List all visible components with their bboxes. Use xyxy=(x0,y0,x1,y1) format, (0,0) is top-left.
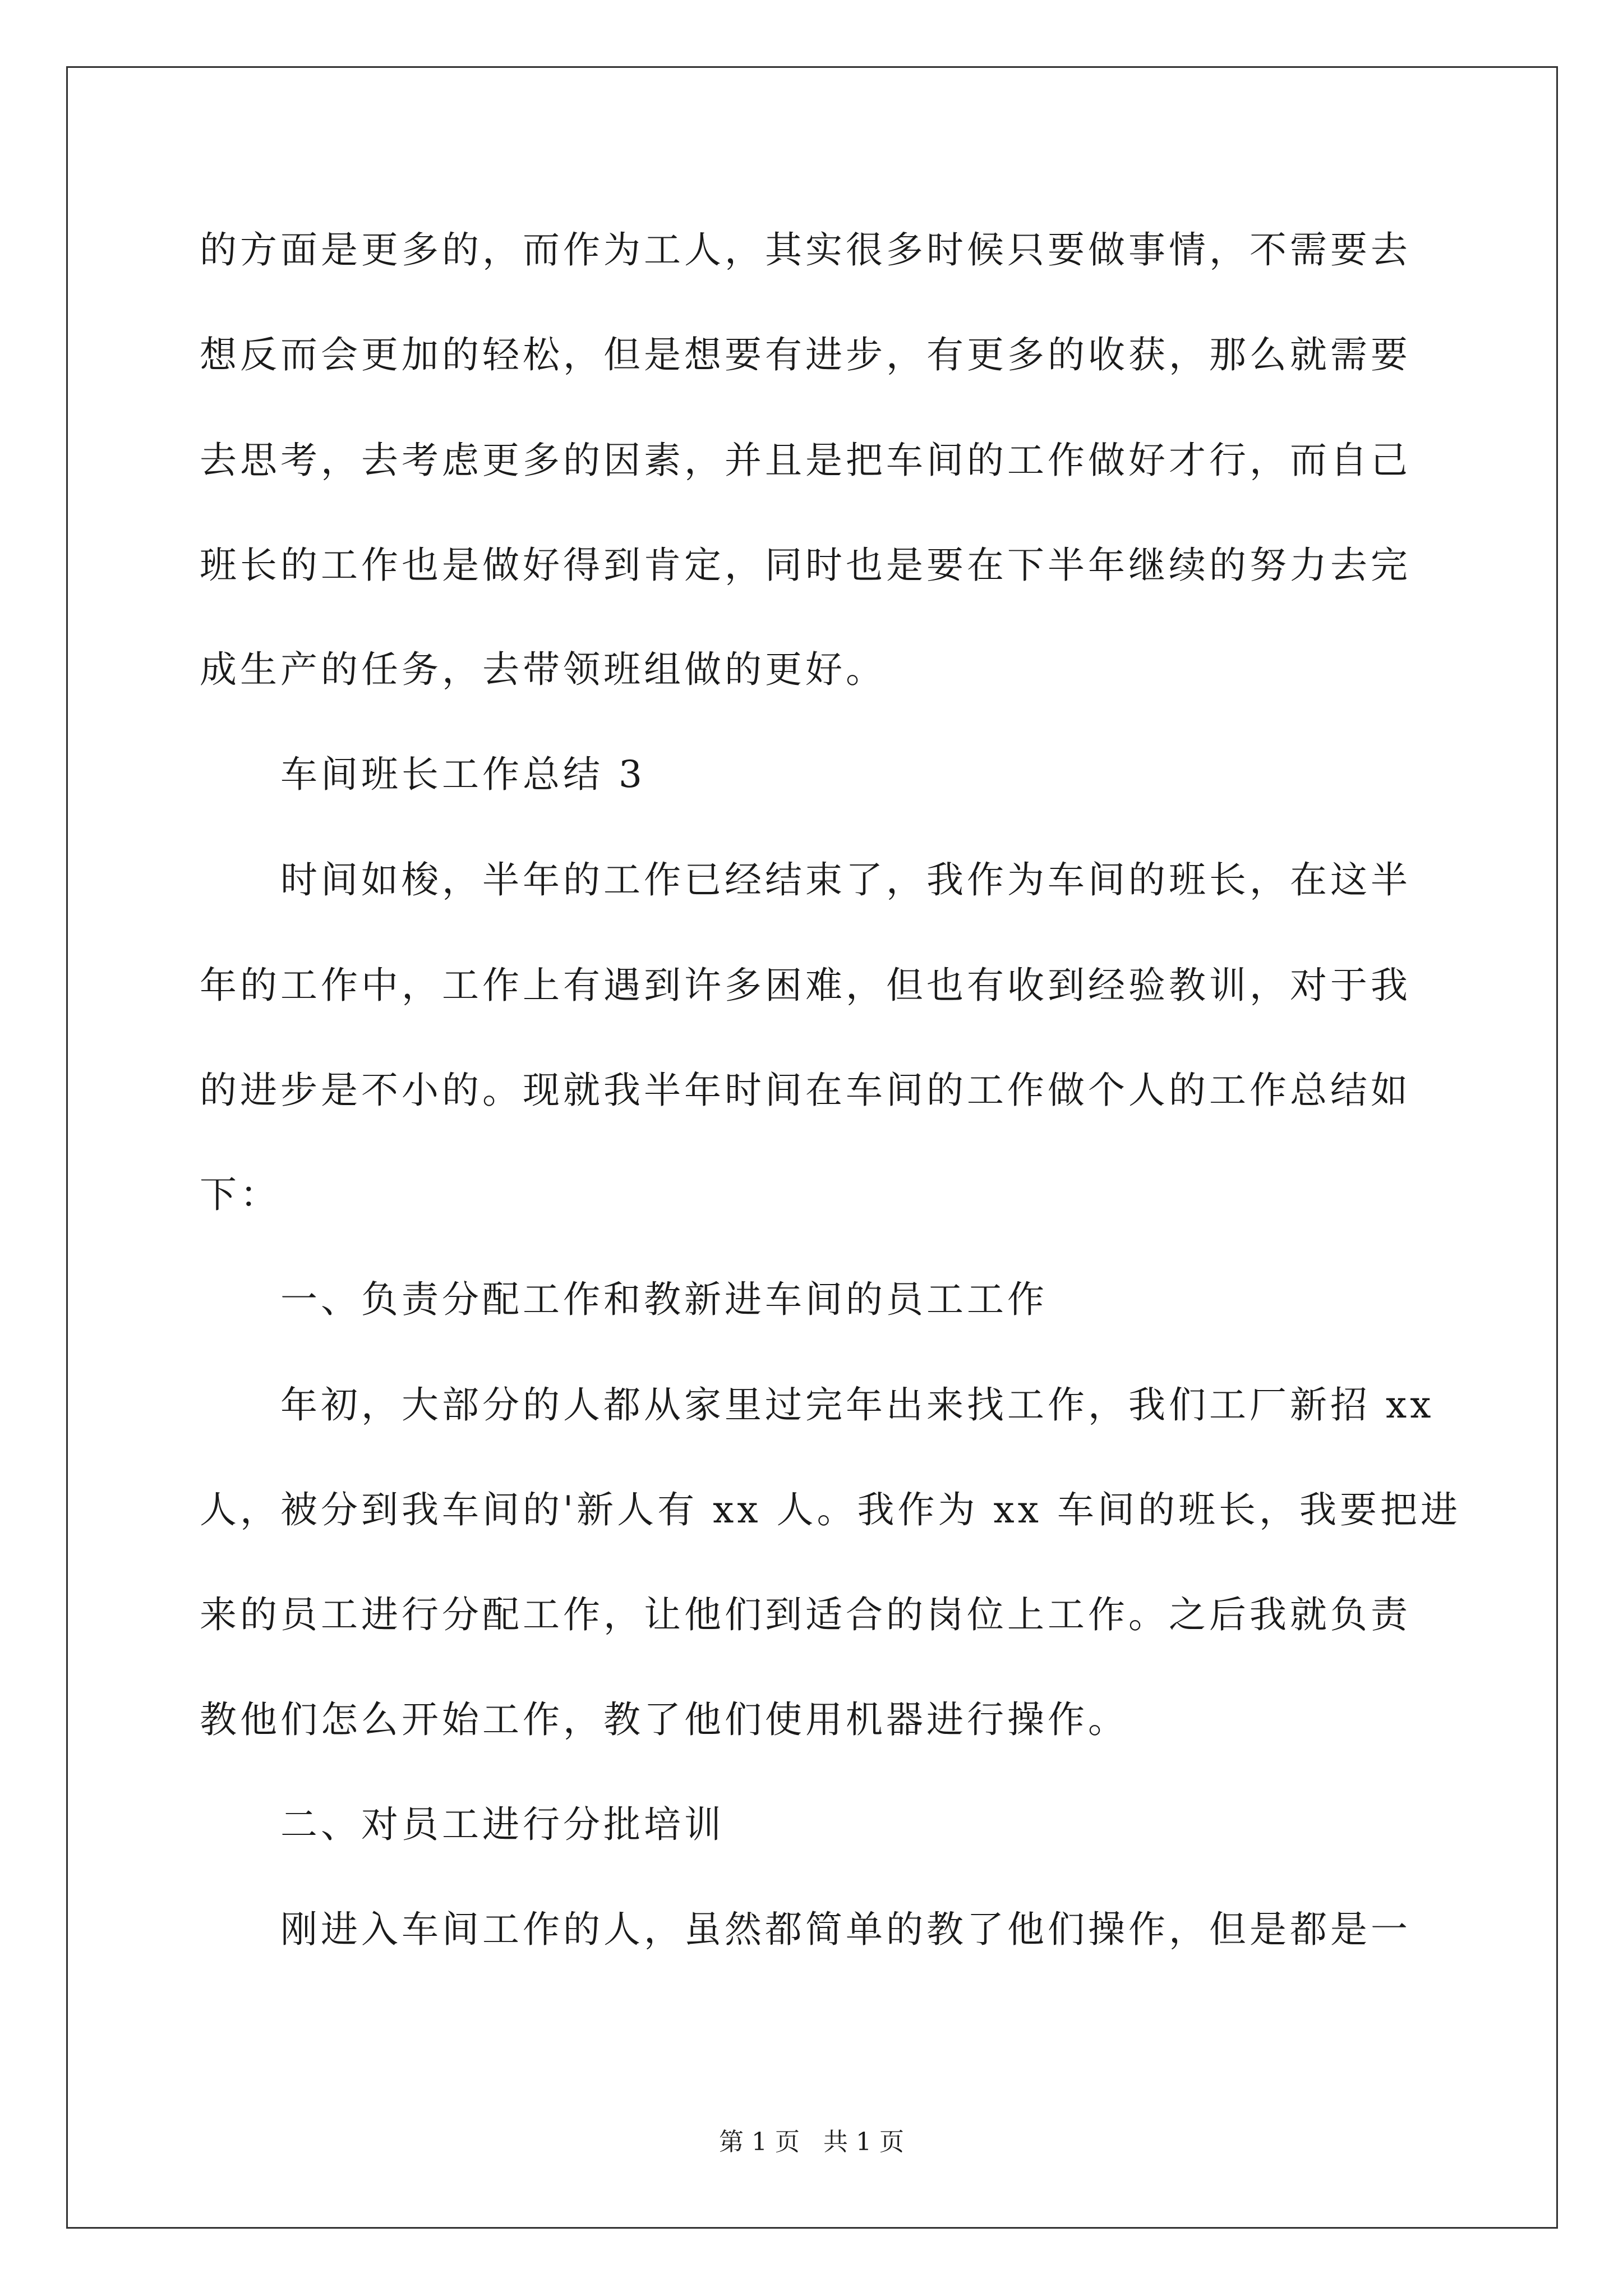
section-heading: 车间班长工作总结 3 xyxy=(280,753,645,796)
page-footer: 第 1 页 共 1 页 xyxy=(719,2128,904,2156)
subsection-heading: 一、负责分配工作和教新进车间的员工工作 xyxy=(280,1278,1048,1321)
paragraph-line: 成生产的任务，去带领班组做的更好。 xyxy=(200,648,886,691)
paragraph-line: 时间如梭，半年的工作已经结束了，我作为车间的班长，在这半 xyxy=(280,858,1411,901)
paragraph-line: 教他们怎么开始工作，教了他们使用机器进行操作。 xyxy=(200,1698,1128,1741)
page-border xyxy=(66,66,1558,2229)
paragraph-line: 人，被分到我车间的'新人有 xx 人。我作为 xx 车间的班长，我要把进 xyxy=(200,1488,1461,1531)
subsection-heading: 二、对员工进行分批培训 xyxy=(280,1803,725,1846)
paragraph-line: 年的工作中，工作上有遇到许多困难，但也有收到经验教训，对于我 xyxy=(200,964,1411,1007)
paragraph-line: 班长的工作也是做好得到肯定，同时也是要在下半年继续的努力去完 xyxy=(200,544,1411,587)
paragraph-line: 的进步是不小的。现就我半年时间在车间的工作做个人的工作总结如 xyxy=(200,1069,1411,1112)
paragraph-line: 去思考，去考虑更多的因素，并且是把车间的工作做好才行，而自己 xyxy=(200,439,1411,482)
paragraph-line: 刚进入车间工作的人，虽然都简单的教了他们操作，但是都是一 xyxy=(280,1908,1411,1951)
paragraph-line: 下： xyxy=(200,1173,280,1216)
paragraph-line: 来的员工进行分配工作，让他们到适合的岗位上工作。之后我就负责 xyxy=(200,1593,1411,1636)
paragraph-line: 的方面是更多的，而作为工人，其实很多时候只要做事情，不需要去 xyxy=(200,228,1411,272)
paragraph-line: 年初，大部分的人都从家里过完年出来找工作，我们工厂新招 xx xyxy=(280,1383,1435,1427)
paragraph-line: 想反而会更加的轻松，但是想要有进步，有更多的收获，那么就需要 xyxy=(200,333,1411,376)
